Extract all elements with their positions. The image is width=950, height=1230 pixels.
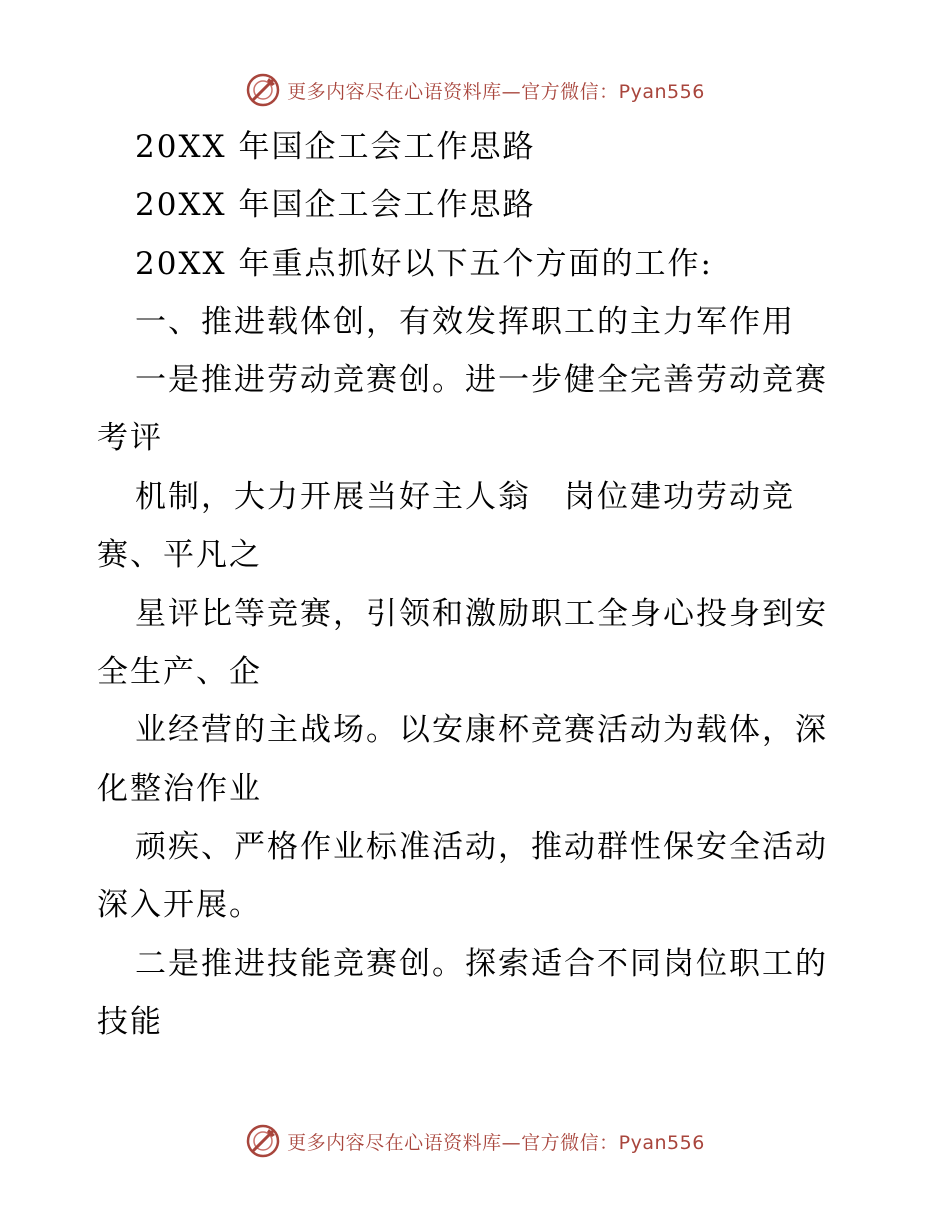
section-heading: 一、推进载体创，有效发挥职工的主力军作用: [135, 304, 795, 340]
paragraph-line: 考评: [97, 420, 163, 456]
document-subtitle: 20XX 年国企工会工作思路: [135, 187, 536, 223]
paragraph-line: 一是推进劳动竞赛创。进一步健全完善劳动竞赛: [135, 362, 828, 398]
wechat-id: Pyan556: [618, 1131, 705, 1154]
wechat-id: Pyan556: [618, 80, 705, 103]
paragraph-line: 顽疾、严格作业标准活动，推动群性保安全活动: [135, 829, 828, 865]
banner-text: 更多内容尽在心语资料库—官方微信：Pyan556: [287, 1131, 705, 1154]
footer-banner: [0, 1121, 950, 1161]
paragraph-line: 机制，大力开展当好主人翁 岗位建功劳动竞: [135, 479, 795, 515]
paragraph-line: 二是推进技能竞赛创。探索适合不同岗位职工的: [135, 946, 828, 982]
paragraph-line: 20XX 年重点抓好以下五个方面的工作:: [135, 246, 713, 282]
paragraph-line: 深入开展。: [97, 887, 262, 923]
logo-icon: [245, 72, 281, 108]
paragraph-line: 技能: [97, 1004, 163, 1040]
paragraph-line: 全生产、企: [97, 654, 262, 690]
paragraph-line: 化整治作业: [97, 771, 262, 807]
document-title: 20XX 年国企工会工作思路: [135, 129, 536, 165]
logo-icon: [245, 1123, 281, 1159]
header-banner: [0, 70, 950, 110]
paragraph-line: 星评比等竞赛，引领和激励职工全身心投身到安: [135, 596, 828, 632]
paragraph-line: 业经营的主战场。以安康杯竞赛活动为载体，深: [135, 712, 828, 748]
paragraph-line: 赛、平凡之: [97, 537, 262, 573]
banner-text: 更多内容尽在心语资料库—官方微信：Pyan556: [287, 80, 705, 103]
